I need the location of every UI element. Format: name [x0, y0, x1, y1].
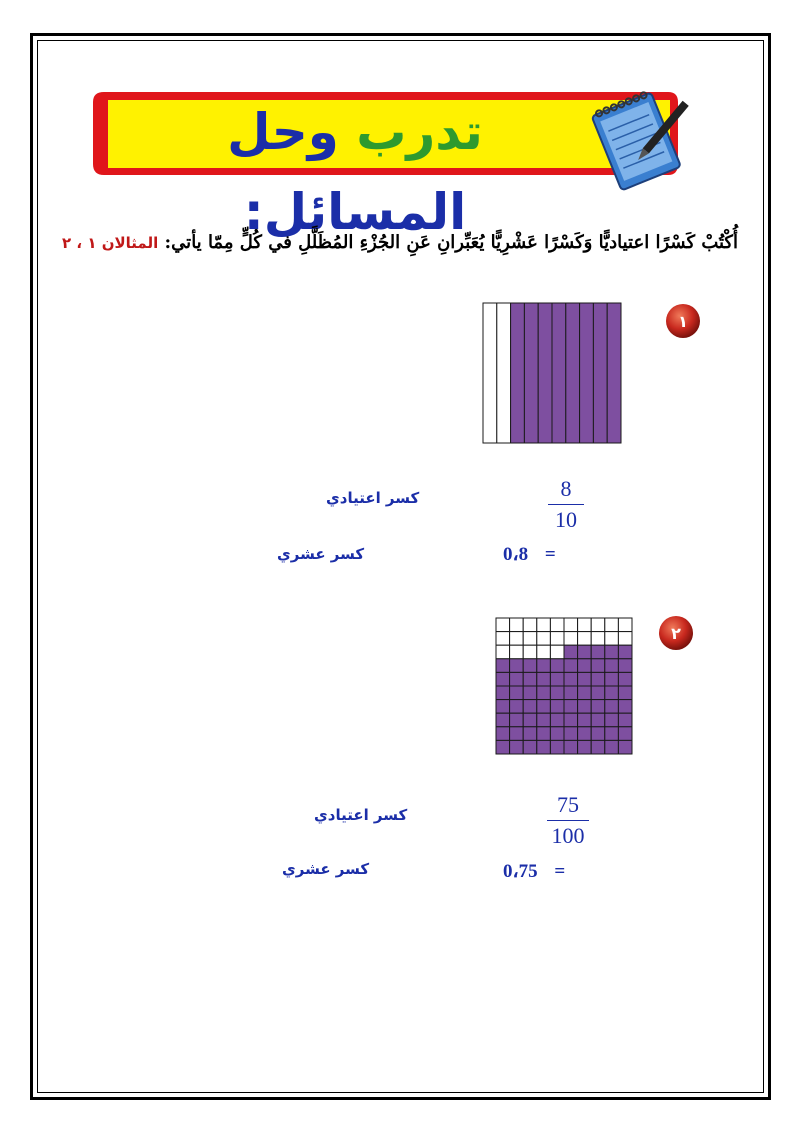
problem-2-number-badge — [657, 614, 695, 652]
hundredths-cell — [537, 659, 551, 673]
problem-1-fraction — [548, 476, 584, 533]
hundredths-cell — [537, 686, 551, 700]
hundredths-cell — [578, 645, 592, 659]
hundredths-cell — [537, 727, 551, 741]
tenths-strip — [511, 303, 525, 443]
hundredths-cell — [523, 700, 537, 714]
hundredths-cell — [523, 686, 537, 700]
hundredths-cell — [537, 618, 551, 632]
hundredths-cell — [550, 645, 564, 659]
hundredths-cell — [618, 713, 632, 727]
hundredths-cell — [510, 672, 524, 686]
problem-2-decimal: 0،75 — [503, 861, 538, 882]
hundredths-cell — [523, 645, 537, 659]
hundredths-cell — [591, 632, 605, 646]
hundredths-cell — [618, 686, 632, 700]
hundredths-cell — [564, 713, 578, 727]
hundredths-cell — [537, 632, 551, 646]
hundredths-cell — [564, 686, 578, 700]
example-reference: المثالان ١ ، ٢ — [62, 234, 159, 252]
tenths-strip — [538, 303, 552, 443]
hundredths-cell — [496, 618, 510, 632]
problem-1-decimal-fraction-label: كسر عشري — [277, 545, 365, 563]
hundredths-cell — [591, 740, 605, 754]
hundredths-cell — [496, 740, 510, 754]
problem-1-numerator: 8 — [560, 476, 572, 501]
hundredths-cell — [618, 632, 632, 646]
hundredths-cell — [618, 659, 632, 673]
hundredths-cell — [550, 686, 564, 700]
hundredths-cell — [510, 659, 524, 673]
hundredths-cell — [618, 618, 632, 632]
tenths-strip — [580, 303, 594, 443]
equals-sign: = — [544, 544, 556, 565]
hundredths-cell — [605, 618, 619, 632]
tenths-strip — [524, 303, 538, 443]
hundredths-cell — [605, 727, 619, 741]
tenths-strip — [497, 303, 511, 443]
hundredths-cell — [523, 618, 537, 632]
svg-text:١: ١ — [678, 312, 688, 331]
hundredths-cell — [605, 672, 619, 686]
title-part-1: تدرب — [356, 103, 483, 161]
fraction-bar — [548, 504, 584, 505]
hundredths-cell — [510, 700, 524, 714]
hundredths-cell — [496, 659, 510, 673]
problem-2-fraction — [547, 792, 589, 849]
svg-text:٢: ٢ — [671, 624, 681, 643]
hundredths-cell — [591, 727, 605, 741]
title-part-2: وحل المسائل: — [227, 103, 467, 241]
hundredths-cell — [537, 740, 551, 754]
hundredths-cell — [537, 645, 551, 659]
problem-1-tenths-grid — [482, 302, 622, 444]
hundredths-cell — [578, 700, 592, 714]
hundredths-cell — [605, 659, 619, 673]
hundredths-cell — [564, 659, 578, 673]
hundredths-cell — [496, 632, 510, 646]
hundredths-cell — [591, 659, 605, 673]
hundredths-cell — [591, 686, 605, 700]
instruction-text: أُكْتُبْ كَسْرًا اعتياديًّا وَكَسْرًا عَشْرِيًّا يُعَبِّرانِ عَنِ الجُزْءِ المُظَلَّلِ في كُلٍّ مِمّا يأتي: — [164, 232, 738, 253]
hundredths-cell — [523, 632, 537, 646]
hundredths-cell — [550, 700, 564, 714]
tenths-strip — [566, 303, 580, 443]
hundredths-cell — [550, 632, 564, 646]
problem-2-common-fraction-label: كسر اعتيادي — [314, 806, 408, 824]
problem-1-common-fraction-label: كسر اعتيادي — [326, 489, 420, 507]
hundredths-cell — [550, 618, 564, 632]
hundredths-cell — [564, 727, 578, 741]
hundredths-cell — [523, 713, 537, 727]
problem-2-numerator: 75 — [557, 792, 579, 817]
hundredths-cell — [591, 700, 605, 714]
hundredths-cell — [605, 700, 619, 714]
hundredths-cell — [605, 740, 619, 754]
hundredths-cell — [523, 740, 537, 754]
tenths-strip — [607, 303, 621, 443]
hundredths-cell — [510, 713, 524, 727]
hundredths-cell — [591, 618, 605, 632]
hundredths-cell — [605, 645, 619, 659]
problem-2-denominator: 100 — [551, 823, 585, 848]
hundredths-cell — [578, 713, 592, 727]
hundredths-cell — [523, 672, 537, 686]
hundredths-cell — [510, 645, 524, 659]
hundredths-cell — [564, 700, 578, 714]
hundredths-cell — [605, 686, 619, 700]
hundredths-cell — [550, 727, 564, 741]
hundredths-cell — [578, 686, 592, 700]
hundredths-cell — [496, 686, 510, 700]
hundredths-cell — [510, 618, 524, 632]
hundredths-cell — [618, 645, 632, 659]
hundredths-cell — [578, 618, 592, 632]
fraction-bar — [547, 820, 589, 821]
hundredths-cell — [496, 700, 510, 714]
hundredths-cell — [564, 645, 578, 659]
hundredths-cell — [537, 700, 551, 714]
hundredths-cell — [618, 727, 632, 741]
problem-2-decimal-fraction-label: كسر عشري — [282, 860, 370, 878]
hundredths-cell — [496, 713, 510, 727]
problem-2-hundredths-grid — [495, 617, 633, 755]
equals-sign: = — [554, 861, 566, 882]
notepad-pen-icon — [590, 84, 700, 194]
hundredths-cell — [510, 632, 524, 646]
hundredths-cell — [496, 727, 510, 741]
problem-1-denominator: 10 — [555, 507, 577, 532]
hundredths-cell — [523, 659, 537, 673]
hundredths-cell — [510, 686, 524, 700]
instruction-line — [62, 226, 738, 266]
hundredths-cell — [537, 713, 551, 727]
hundredths-cell — [578, 632, 592, 646]
hundredths-cell — [496, 672, 510, 686]
tenths-strip — [483, 303, 497, 443]
hundredths-cell — [510, 727, 524, 741]
hundredths-cell — [618, 740, 632, 754]
hundredths-cell — [605, 632, 619, 646]
tenths-strip — [552, 303, 566, 443]
hundredths-cell — [591, 713, 605, 727]
hundredths-cell — [618, 672, 632, 686]
hundredths-cell — [550, 713, 564, 727]
hundredths-cell — [523, 727, 537, 741]
hundredths-cell — [550, 740, 564, 754]
hundredths-cell — [510, 740, 524, 754]
problem-1-decimal-answer — [503, 543, 556, 566]
hundredths-cell — [537, 672, 551, 686]
hundredths-cell — [564, 618, 578, 632]
hundredths-cell — [550, 659, 564, 673]
problem-1-decimal: 0،8 — [503, 544, 529, 565]
problem-1-number-badge — [664, 302, 702, 340]
hundredths-cell — [578, 672, 592, 686]
hundredths-cell — [618, 700, 632, 714]
hundredths-cell — [496, 645, 510, 659]
hundredths-cell — [550, 672, 564, 686]
hundredths-cell — [605, 713, 619, 727]
hundredths-cell — [564, 672, 578, 686]
hundredths-cell — [578, 659, 592, 673]
hundredths-cell — [564, 740, 578, 754]
hundredths-cell — [591, 645, 605, 659]
hundredths-cell — [591, 672, 605, 686]
hundredths-cell — [564, 632, 578, 646]
hundredths-cell — [578, 740, 592, 754]
problem-2-decimal-answer — [503, 860, 565, 883]
hundredths-cell — [578, 727, 592, 741]
tenths-strip — [593, 303, 607, 443]
page-title — [110, 92, 600, 241]
